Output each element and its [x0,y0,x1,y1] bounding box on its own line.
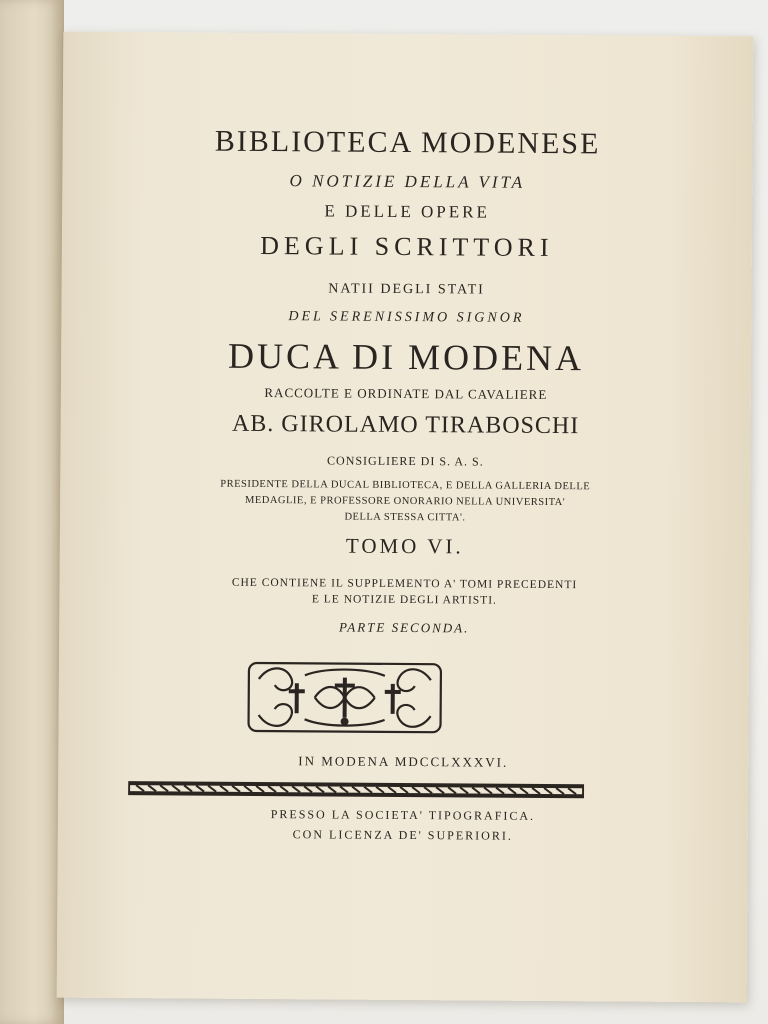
contents-line-1: CHE CONTIENE IL SUPPLEMENTO A' TOMI PRECEDENTI [231,576,578,592]
license-line: CON LICENZA DE' SUPERIORI. [292,827,513,843]
subtitle-line-5: DEL SERENISSIMO SIGNOR [288,309,525,326]
facing-page-edge [0,0,64,1024]
volume-number: TOMO VI. [345,533,464,559]
subtitle-line-2: E DELLE OPERE [324,201,490,222]
subtitle-line-4: NATII DEGLI STATI [328,281,485,298]
author-roles-line-2: MEDAGLIE, E PROFESSORE ONORARIO NELLA UNIVERSITA' [244,494,566,509]
part-label: PARTE SECONDA. [339,619,470,636]
publisher-line: PRESSO LA SOCIETA' TIPOGRAFICA. [270,807,536,823]
author-roles-line-3: DELLA STESSA CITTA'. [344,511,466,524]
contents-line-2: E LE NOTIZIE DEGLI ARTISTI. [311,593,497,607]
duke-title: DUCA DI MODENA [227,335,585,379]
collected-by-line: RACCOLTE E ORDINATE DAL CAVALIERE [264,385,548,402]
imprint-place-date: IN MODENA MDCCLXXXVI. [298,753,509,770]
book-title: BIBLIOTECA MODENESE [214,124,601,161]
title-page [57,32,754,1003]
author-title: CONSIGLIERE DI S. A. S. [327,453,484,469]
subtitle-line-1: O NOTIZIE DELLA VITA [289,171,526,192]
printers-ornament-icon [244,659,445,736]
decorative-rule-icon [128,780,584,799]
author-name: AB. GIROLAMO TIRABOSCHI [231,410,580,440]
subtitle-line-3: DEGLI SCRITTORI [260,230,554,263]
author-roles-line-1: PRESIDENTE DELLA DUCAL BIBLIOTECA, E DELLA GALLERIA DELLE [220,478,591,493]
